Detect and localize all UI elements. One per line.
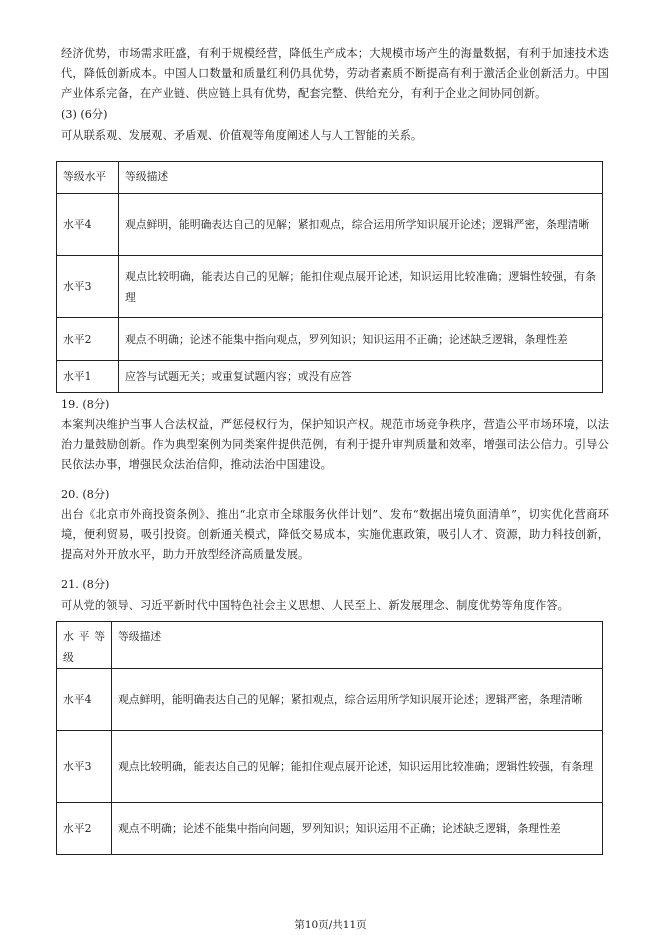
table-cell-description: 观点不明确；论述不能集中指向观点，罗列知识；知识运用不正确；论述缺乏逻辑，条理性差 (119, 318, 603, 361)
table-row (57, 318, 603, 361)
table-cell-description: 应答与试题无关；或重复试题内容；或没有应答 (119, 361, 603, 393)
table-cell-level: 水平3 (57, 731, 112, 803)
table-cell-level: 水平4 (57, 669, 112, 731)
table-row (57, 256, 603, 318)
table-cell-description: 观点比较明确，能表达自己的见解；能扣住观点展开论述，知识运用比较准确；逻辑性较强，有条理 (112, 731, 603, 803)
q21-text: 可从党的领导、习近平新时代中国特色社会主义思想、人民至上、新发展理念、制度优势等角度作答。 (61, 599, 569, 612)
table-row (57, 731, 603, 803)
table-cell-description: 观点不明确；论述不能集中指向问题，罗列知识；知识运用不正确；论述缺乏逻辑，条理性差 (112, 803, 603, 855)
table-cell-level: 水平2 (57, 318, 119, 361)
table-cell-description: 观点鲜明，能明确表达自己的见解；紧扣观点，综合运用所学知识展开论述；逻辑严密，条理清晰 (119, 194, 603, 256)
q19-text: 本案判决维护当事人合法权益，严惩侵权行为，保护知识产权。规范市场竞争秩序，营造公平市场环境，以法治力量鼓励创新。作为典型案例为同类案件提供范例，有利于提升审判质量和效率，增强司法公信力。引导公民依法办事，增强民众法治信仰，推动法治中国建设。 (61, 418, 609, 471)
table-cell-description: 观点比较明确，能表达自己的见解；能扣住观点展开论述，知识运用比较准确；逻辑性较强，有条理 (119, 256, 603, 318)
table-header-cell: 等级描述 (119, 162, 603, 194)
table-cell-level: 水平3 (57, 256, 119, 318)
table-row (57, 194, 603, 256)
q19-heading: 19. (8分) (61, 398, 110, 411)
grading-table-2 (56, 621, 603, 855)
q20-text: 出台《北京市外商投资条例》、推出“北京市全球服务伙伴计划”、发布“数据出境负面清单”，切实优化营商环境，便利贸易，吸引投资。创新通关模式，降低交易成本，实施优惠政策，吸引人才、资源，助力科技创新，提高对外开放水平，助力开放型经济高质量发展。 (61, 508, 609, 561)
q20-heading: 20. (8分) (61, 488, 110, 501)
table-header-cell: 等级描述 (112, 622, 603, 669)
grading-table-1 (56, 161, 603, 393)
q3-heading: (3) (6分) (61, 108, 108, 121)
table-row (57, 669, 603, 731)
table-cell-level: 水平2 (57, 803, 112, 855)
intro-paragraph: 经济优势，市场需求旺盛，有利于规模经营，降低生产成本；大规模市场产生的海量数据，有利于加速技术迭代，降低创新成本。中国人口数量和质量红利仍具优势，劳动者素质不断提高有利于激活企业创新活力。中国产业体系完备，在产业链、供应链上具有优势，配套完整、供给充分，有利于企业之间协同创新。 (61, 47, 609, 100)
q21-heading: 21. (8分) (61, 578, 110, 591)
table-header-row (57, 622, 603, 669)
table-cell-description: 观点鲜明，能明确表达自己的见解；紧扣观点，综合运用所学知识展开论述；逻辑严密，条理清晰 (112, 669, 603, 731)
table-header-cell: 等级水平 (57, 162, 119, 194)
table-cell-level: 水平4 (57, 194, 119, 256)
table-cell-level: 水平1 (57, 361, 119, 393)
page-footer: 第10页/共11页 (294, 919, 367, 931)
table-header-row (57, 162, 603, 194)
table-row (57, 803, 603, 855)
q3-text: 可从联系观、发展观、矛盾观、价值观等角度阐述人与人工智能的关系。 (61, 129, 423, 142)
table-header-cell: 水平等级 (57, 622, 112, 669)
table-row (57, 361, 603, 393)
